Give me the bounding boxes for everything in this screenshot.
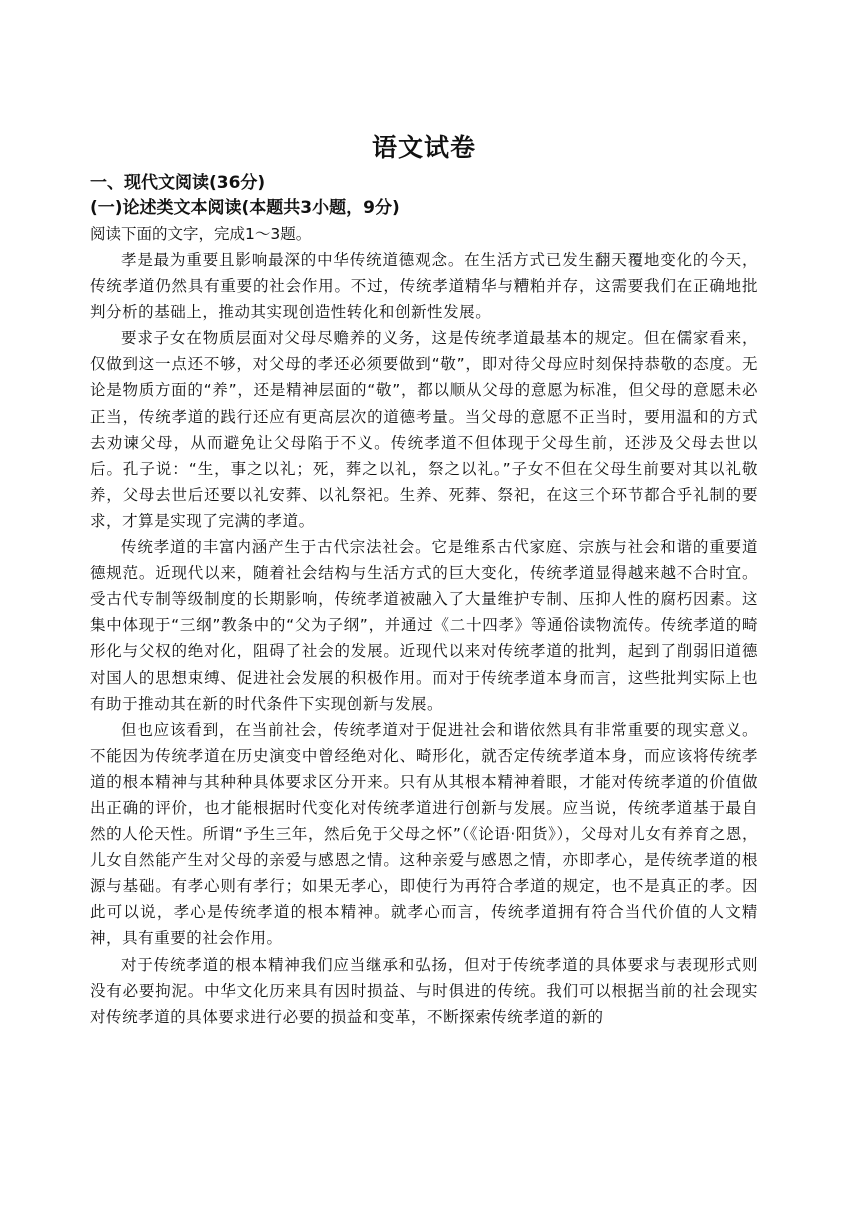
passage-paragraph-2: 要求子女在物质层面对父母尽赡养的义务，这是传统孝道最基本的规定。但在儒家看来，仅做到这一点还不够，对父母的孝还必须要做到“敬”，即对待父母应时刻保持恭敬的态度。无论是物质方面的“养”，还是精神层面的“敬”，都以顺从父母的意愿为标准，但父母的意愿未必正当，传统孝道的践行还应有更高层次的道德考量。当父母的意愿不正当时，要用温和的方式去劝谏父母，从而避免让父母陷于不义。传统孝道不但体现于父母生前，还涉及父母去世以后。孔子说：“生，事之以礼；死，葬之以礼，祭之以礼。”子女不但在父母生前要对其以礼敬养，父母去世后还要以礼安葬、以礼祭祀。生养、死葬、祭祀，在这三个环节都合乎礼制的要求，才算是实现了完满的孝道。	[90, 329, 758, 530]
passage-paragraph-1: 孝是最为重要且影响最深的中华传统道德观念。在生活方式已发生翻天覆地变化的今天，传统孝道仍然具有重要的社会作用。不过，传统孝道精华与糟粕并存，这需要我们在正确地批判分析的基础上，推动其实现创造性转化和创新性发展。	[90, 251, 758, 322]
sub-section-heading: (一)论述类文本阅读(本题共3小题，9分)	[90, 198, 400, 218]
passage-paragraph-5: 对于传统孝道的根本精神我们应当继承和弘扬，但对于传统孝道的具体要求与表现形式则没有必要拘泥。中华文化历来具有因时损益、与时俱进的传统。我们可以根据当前的社会现实对传统孝道的具体要求进行必要的损益和变革，不断探索传统孝道的新的	[90, 955, 758, 1026]
passage-paragraph-3: 传统孝道的丰富内涵产生于古代宗法社会。它是维系古代家庭、宗族与社会和谐的重要道德规范。近现代以来，随着社会结构与生活方式的巨大变化，传统孝道显得越来越不合时宜。受古代专制等级制度的长期影响，传统孝道被融入了大量维护专制、压抑人性的腐朽因素。这集中体现于“三纲”教条中的“父为子纲”，并通过《二十四孝》等通俗读物流传。传统孝道的畸形化与父权的绝对化，阻碍了社会的发展。近现代以来对传统孝道的批判，起到了削弱旧道德对国人的思想束缚、促进社会发展的积极作用。而对于传统孝道本身而言，这些批判实际上也有助于推动其在新的时代条件下实现创新与发展。	[90, 538, 758, 713]
exam-page	[90, 128, 758, 1030]
passage-paragraph-4: 但也应该看到，在当前社会，传统孝道对于促进社会和谐依然具有非常重要的现实意义。不能因为传统孝道在历史演变中曾经绝对化、畸形化，就否定传统孝道本身，而应该将传统孝道的根本精神与其种种具体要求区分开来。只有从其根本精神着眼，才能对传统孝道的价值做出正确的评价，也才能根据时代变化对传统孝道进行创新与发展。应当说，传统孝道基于最自然的人伦天性。所谓“予生三年，然后免于父母之怀”（《论语·阳货》），父母对儿女有养育之恩，儿女自然能产生对父母的亲爱与感恩之情。这种亲爱与感恩之情，亦即孝心，是传统孝道的根源与基础。有孝心则有孝行；如果无孝心，即使行为再符合孝道的规定，也不是真正的孝。因此可以说，孝心是传统孝道的根本精神。就孝心而言，传统孝道拥有符合当代价值的人文精神，具有重要的社会作用。	[90, 720, 758, 948]
reading-instruction: 阅读下面的文字，完成1～3题。	[90, 225, 312, 243]
reading-passage	[90, 247, 758, 1030]
section-heading: 一、现代文阅读(36分)	[90, 173, 266, 193]
page-title: 语文试卷	[371, 133, 476, 162]
